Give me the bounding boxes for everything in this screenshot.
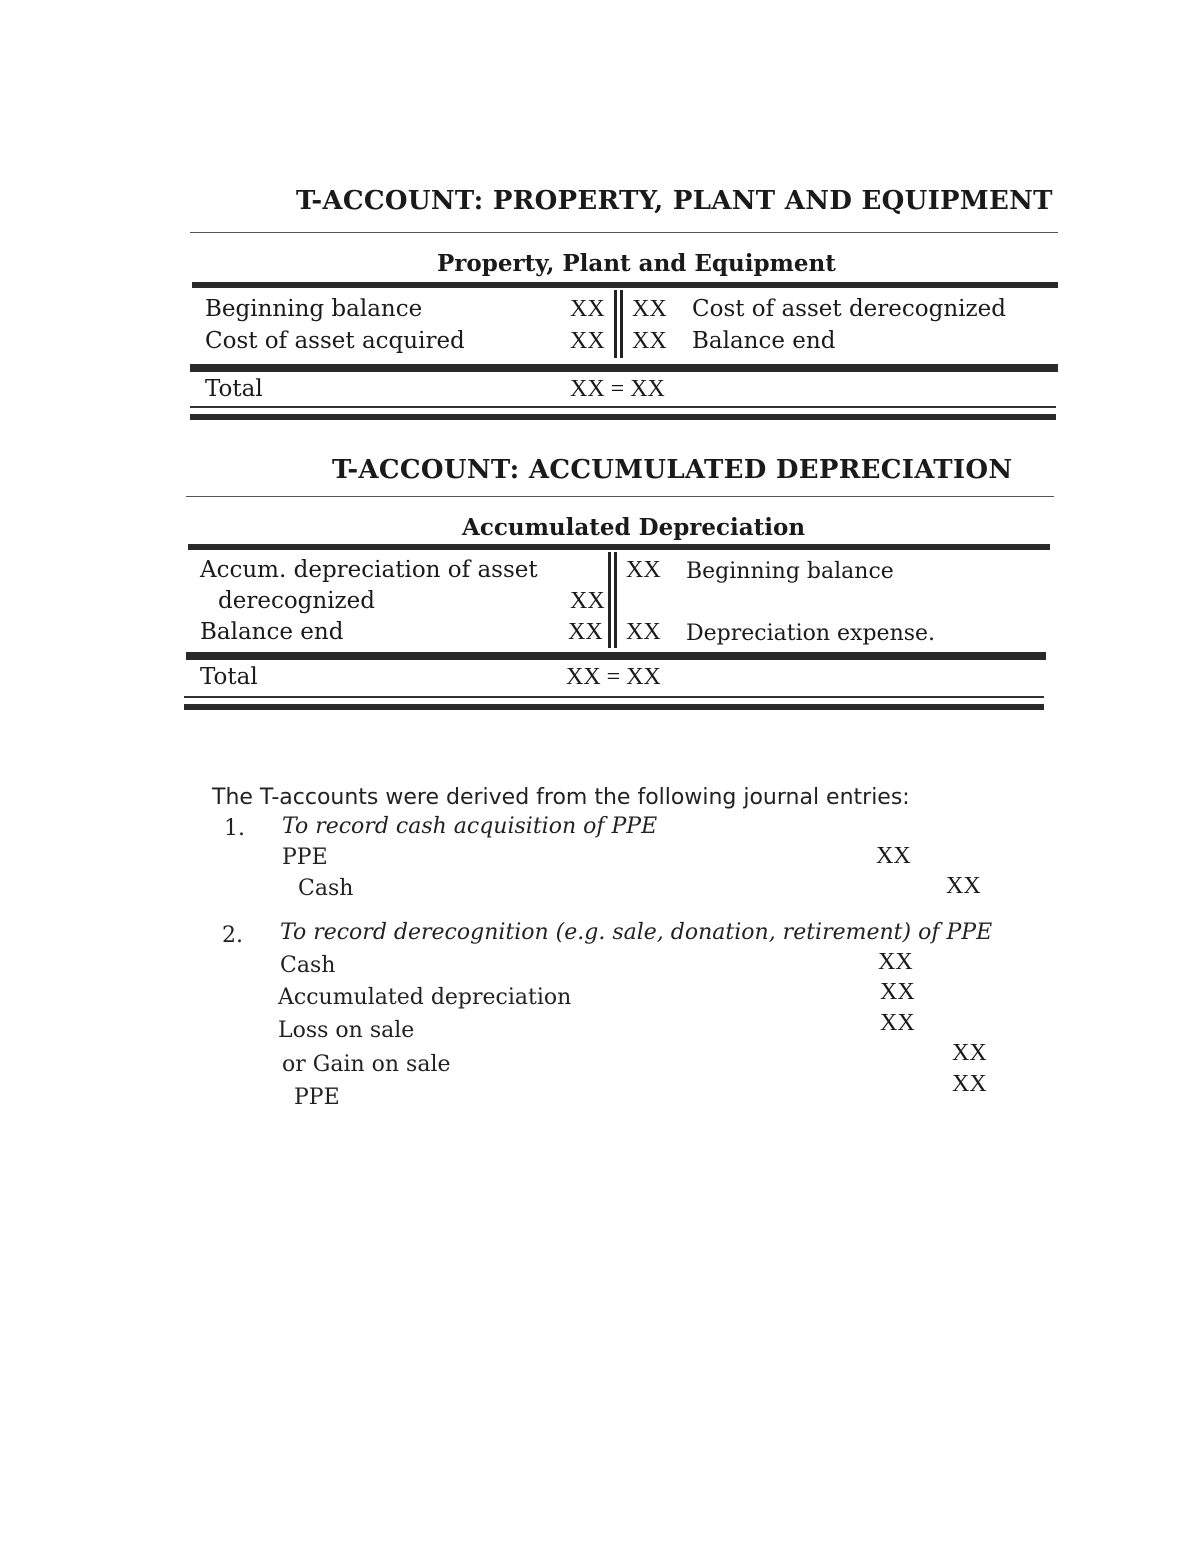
accum-credit-amount-1: XX <box>626 557 661 583</box>
ppe-top-rule <box>192 282 1058 288</box>
accum-top-rule <box>188 544 1050 550</box>
accum-total-rule-1 <box>184 696 1044 698</box>
accum-credit-label-1: Beginning balance <box>686 559 894 584</box>
ppe-debit-label-2: Cost of asset acquired <box>205 328 465 354</box>
accum-debit-label-1b: derecognized <box>218 588 376 614</box>
accum-credit-amount-2: XX <box>626 619 661 645</box>
ppe-subtotal-rule <box>190 364 1058 372</box>
journal-intro: The T-accounts were derived from the following journal entries: <box>212 785 910 810</box>
ppe-account-name: Property, Plant and Equipment <box>437 250 836 277</box>
journal-entry-2-line-1-account: Cash <box>280 953 336 978</box>
accum-debit-label-1a: Accum. depreciation of asset <box>200 557 538 583</box>
ppe-total-label: Total <box>205 376 263 402</box>
ppe-total-rule-1 <box>190 406 1056 408</box>
ppe-credit-label-1: Cost of asset derecognized <box>692 296 1006 322</box>
ppe-credit-amount-1: XX <box>632 296 667 322</box>
ppe-credit-amount-2: XX <box>632 328 667 354</box>
ppe-total-rule-2 <box>190 414 1056 420</box>
accum-section-heading: T-ACCOUNT: ACCUMULATED DEPRECIATION <box>332 455 1013 485</box>
accum-account-name: Accumulated Depreciation <box>462 514 806 541</box>
journal-entry-2-line-3-account: Loss on sale <box>278 1018 415 1043</box>
accum-total-rule-2 <box>184 704 1044 710</box>
journal-entry-2-line-5-account: PPE <box>294 1085 340 1110</box>
journal-entry-1-description: To record cash acquisition of PPE <box>282 814 658 839</box>
ppe-total-value: XX = XX <box>570 376 665 402</box>
journal-entry-2-line-4-credit: XX <box>952 1040 987 1066</box>
journal-entry-2-line-5-credit: XX <box>952 1071 987 1097</box>
journal-entry-2-line-2-debit: XX <box>880 979 915 1005</box>
journal-entry-2-line-4-account: or Gain on sale <box>282 1052 451 1077</box>
journal-entry-2-line-1-debit: XX <box>878 949 913 975</box>
accum-debit-label-2: Balance end <box>200 619 344 645</box>
journal-entry-1-line-1-debit: XX <box>876 843 911 869</box>
accum-t-divider-right <box>614 552 617 648</box>
journal-entry-1-line-2-account: Cash <box>298 876 354 901</box>
accum-debit-amount-2: XX <box>568 619 603 645</box>
ppe-section-heading: T-ACCOUNT: PROPERTY, PLANT AND EQUIPMENT <box>296 186 1053 216</box>
ppe-debit-amount-2: XX <box>570 328 605 354</box>
ppe-t-divider-right <box>620 290 623 358</box>
accum-total-value: XX = XX <box>566 664 661 690</box>
ppe-debit-amount-1: XX <box>570 296 605 322</box>
ppe-credit-label-2: Balance end <box>692 328 836 354</box>
journal-entry-2-number: 2. <box>222 923 243 948</box>
journal-entry-1-line-1-account: PPE <box>282 845 328 870</box>
ppe-debit-label-1: Beginning balance <box>205 296 423 322</box>
accum-credit-label-2: Depreciation expense. <box>686 621 936 646</box>
accum-t-divider-left <box>608 552 611 648</box>
journal-entry-1-number: 1. <box>224 816 245 841</box>
accum-debit-amount-1: XX <box>570 588 605 614</box>
accum-subtotal-rule <box>186 652 1046 660</box>
journal-entry-2-line-3-debit: XX <box>880 1010 915 1036</box>
journal-entry-1-line-2-credit: XX <box>946 873 981 899</box>
ppe-t-divider-left <box>614 290 617 358</box>
journal-entry-2-line-2-account: Accumulated depreciation <box>278 985 572 1010</box>
accum-total-label: Total <box>200 664 258 690</box>
accum-heading-rule <box>186 496 1054 497</box>
journal-entry-2-description: To record derecognition (e.g. sale, donation, retirement) of PPE <box>280 920 993 945</box>
ppe-heading-rule <box>190 232 1058 233</box>
